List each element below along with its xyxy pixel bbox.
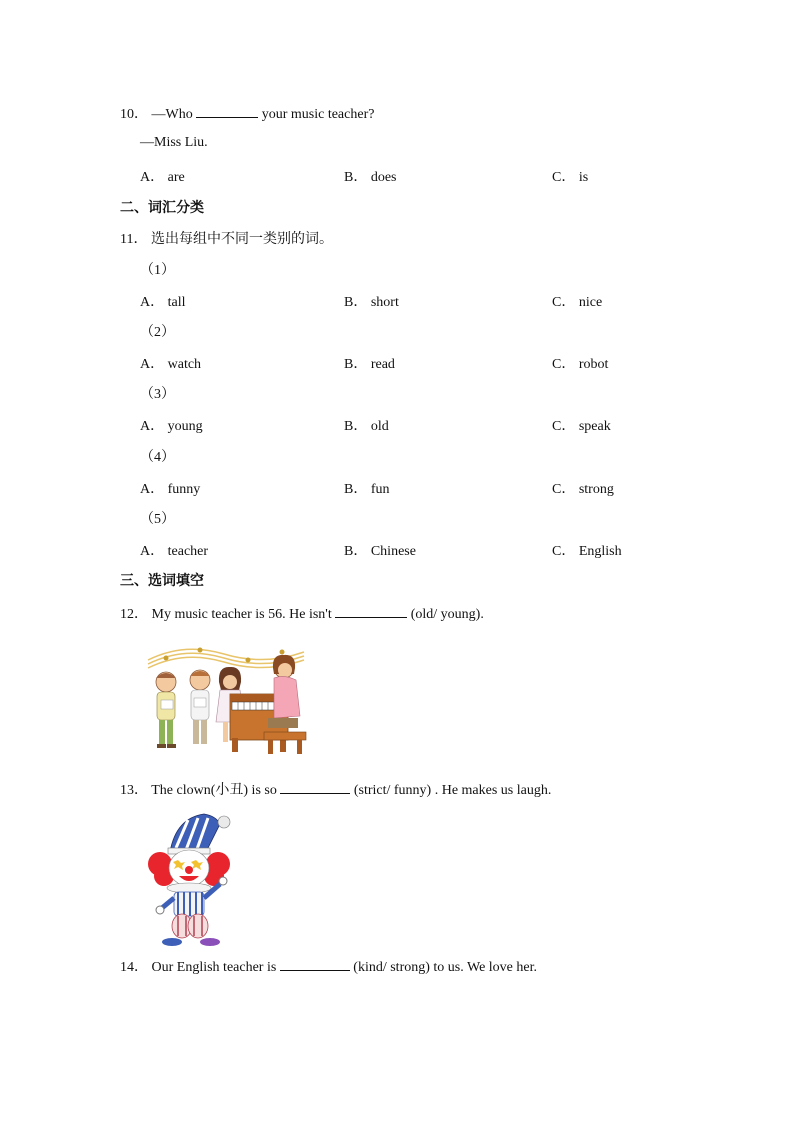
option-text: read — [370, 357, 395, 372]
question-prefix: The clown(小丑) is so — [151, 783, 277, 798]
question-suffix: (kind/ strong) to us. We love her. — [353, 960, 537, 975]
group-label: （5） — [140, 512, 175, 527]
answer-blank[interactable] — [280, 958, 350, 971]
option-text: fun — [370, 482, 390, 497]
music-class-illustration — [144, 638, 310, 758]
group-label: （1） — [140, 263, 175, 278]
option-letter: C． — [552, 482, 576, 497]
option-text: short — [370, 295, 399, 310]
q10-option-a[interactable] — [140, 166, 185, 186]
option-letter: B． — [344, 482, 368, 497]
question-prefix: Our English teacher is — [151, 960, 277, 975]
option-letter: A． — [140, 544, 165, 559]
q11-1-option-b[interactable] — [344, 291, 399, 311]
option-text: are — [167, 170, 185, 185]
option-text: watch — [167, 357, 202, 372]
option-text: robot — [578, 357, 609, 372]
q10-answer: —Miss Liu. — [140, 135, 208, 150]
option-text: young — [167, 419, 203, 434]
q11-2-option-b[interactable] — [344, 353, 395, 373]
question-number: 13． — [120, 783, 148, 798]
group-label: （4） — [140, 450, 175, 465]
q11-3-option-b[interactable] — [344, 415, 389, 435]
question-prefix: —Who — [151, 107, 193, 122]
question-number: 12． — [120, 607, 148, 622]
option-text: speak — [578, 419, 611, 434]
question-prompt: 选出每组中不同一类别的词。 — [150, 231, 333, 247]
q11-1-option-a[interactable] — [140, 291, 186, 311]
group-label: （2） — [140, 325, 175, 340]
question-suffix: (strict/ funny) . He makes us laugh. — [353, 783, 552, 798]
q12-line — [120, 603, 484, 623]
group-label: （3） — [140, 387, 175, 402]
option-text: teacher — [167, 544, 209, 559]
option-text: does — [370, 170, 397, 185]
q11-2-option-c[interactable] — [552, 353, 608, 373]
option-text: old — [370, 419, 389, 434]
option-text: is — [578, 170, 589, 185]
question-suffix: your music teacher? — [261, 107, 375, 122]
option-letter: A． — [140, 419, 165, 434]
answer-blank[interactable] — [196, 105, 258, 118]
option-letter: B． — [344, 357, 368, 372]
option-text: strong — [578, 482, 614, 497]
q11-4-option-b[interactable] — [344, 478, 390, 498]
option-letter: C． — [552, 357, 576, 372]
question-number: 14． — [120, 960, 148, 975]
option-letter: C． — [552, 170, 576, 185]
q11-3-option-c[interactable] — [552, 415, 611, 435]
option-letter: B． — [344, 544, 368, 559]
option-text: nice — [578, 295, 603, 310]
question-number: 11． — [120, 232, 148, 247]
option-text: funny — [167, 482, 201, 497]
option-text: English — [578, 544, 622, 559]
option-letter: B． — [344, 419, 368, 434]
section-title: 二、词汇分类 — [120, 200, 204, 216]
q11-4-option-c[interactable] — [552, 478, 614, 498]
section-title: 三、选词填空 — [120, 573, 204, 589]
question-suffix: (old/ young). — [410, 607, 484, 622]
option-letter: A． — [140, 357, 165, 372]
question-number: 10． — [120, 107, 148, 122]
answer-blank[interactable] — [280, 781, 350, 794]
q11-5-option-a[interactable] — [140, 540, 208, 560]
q11-4-option-a[interactable] — [140, 478, 200, 498]
q11-line — [120, 228, 333, 248]
option-text: Chinese — [370, 544, 416, 559]
q10-option-b[interactable] — [344, 166, 397, 186]
option-text: tall — [167, 295, 186, 310]
q11-5-option-c[interactable] — [552, 540, 622, 560]
q11-5-option-b[interactable] — [344, 540, 416, 560]
option-letter: B． — [344, 170, 368, 185]
option-letter: A． — [140, 295, 165, 310]
option-letter: C． — [552, 419, 576, 434]
q11-1-option-c[interactable] — [552, 291, 602, 311]
clown-illustration — [146, 808, 238, 948]
q11-3-option-a[interactable] — [140, 415, 203, 435]
option-letter: A． — [140, 170, 165, 185]
q13-line — [120, 779, 551, 799]
answer-blank[interactable] — [335, 605, 407, 618]
option-letter: B． — [344, 295, 368, 310]
q10-line — [120, 103, 374, 123]
q10-option-c[interactable] — [552, 166, 588, 186]
option-letter: C． — [552, 544, 576, 559]
q11-2-option-a[interactable] — [140, 353, 201, 373]
q14-line — [120, 956, 537, 976]
option-letter: C． — [552, 295, 576, 310]
option-letter: A． — [140, 482, 165, 497]
question-prefix: My music teacher is 56. He isn't — [151, 607, 332, 622]
